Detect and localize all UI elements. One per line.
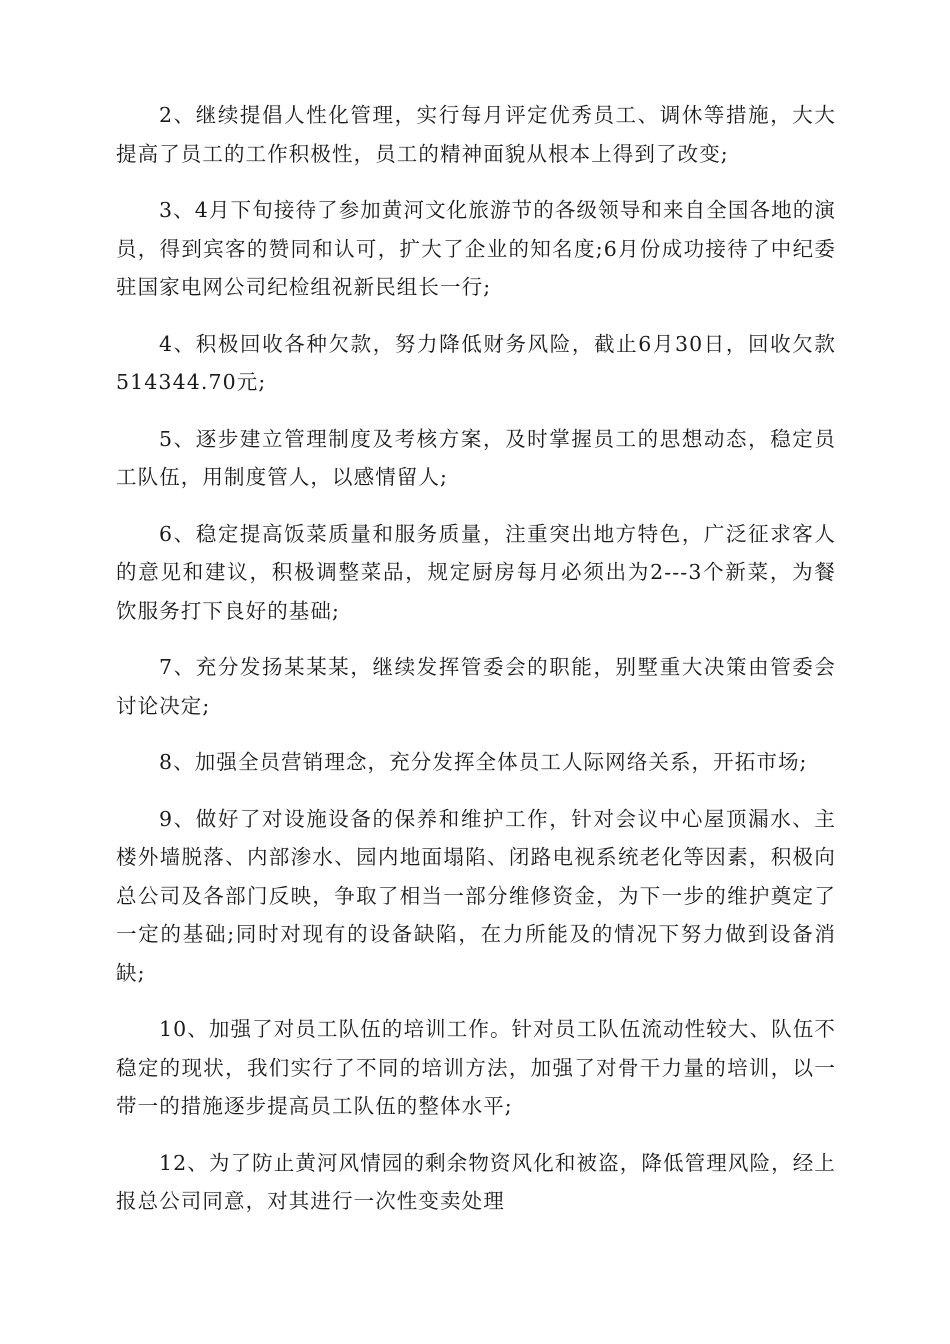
paragraph-item-8: 8、加强全员营销理念，充分发挥全体员工人际网络关系，开拓市场; <box>159 750 808 774</box>
paragraph-item-10: 10、加强了对员工队伍的培训工作。针对员工队伍流动性较大、队伍不稳定的现状，我们实行了不同的培训方法，加强了对骨干力量的培训，以一带一的措施逐步提高员工队伍的整体水平; <box>116 1017 836 1118</box>
paragraph-item-7: 7、充分发扬某某某，继续发挥管委会的职能，别墅重大决策由管委会讨论决定; <box>116 655 836 718</box>
paragraph-item-12: 12、为了防止黄河风情园的剩余物资风化和被盗，降低管理风险，经上报总公司同意，对其进行一次性变卖处理 <box>116 1150 836 1213</box>
paragraph-item-9: 9、做好了对设施设备的保养和维护工作，针对会议中心屋顶漏水、主楼外墙脱落、内部渗水、园内地面塌陷、闭路电视系统老化等因素，积极向总公司及各部门反映，争取了相当一部分维修资金，为下一步的维护奠定了一定的基础;同时对现有的设备缺陷，在力所能及的情况下努力做到设备消缺; <box>116 806 836 985</box>
paragraph-item-5: 5、逐步建立管理制度及考核方案，及时掌握员工的思想动态，稳定员工队伍，用制度管人，以感情留人; <box>116 426 836 489</box>
document-body <box>116 96 836 1239</box>
paragraph-item-3: 3、4月下旬接待了参加黄河文化旅游节的各级领导和来自全国各地的演员，得到宾客的赞同和认可，扩大了企业的知名度;6月份成功接待了中纪委驻国家电网公司纪检组祝新民组长一行; <box>116 198 836 299</box>
paragraph-item-4: 4、积极回收各种欠款，努力降低财务风险，截止6月30日，回收欠款514344.70元; <box>116 331 836 394</box>
paragraph-item-2: 2、继续提倡人性化管理，实行每月评定优秀员工、调休等措施，大大提高了员工的工作积极性，员工的精神面貌从根本上得到了改变; <box>116 103 836 166</box>
paragraph-item-6: 6、稳定提高饭菜质量和服务质量，注重突出地方特色，广泛征求客人的意见和建议，积极调整菜品，规定厨房每月必须出为2---3个新菜，为餐饮服务打下良好的基础; <box>116 521 836 623</box>
